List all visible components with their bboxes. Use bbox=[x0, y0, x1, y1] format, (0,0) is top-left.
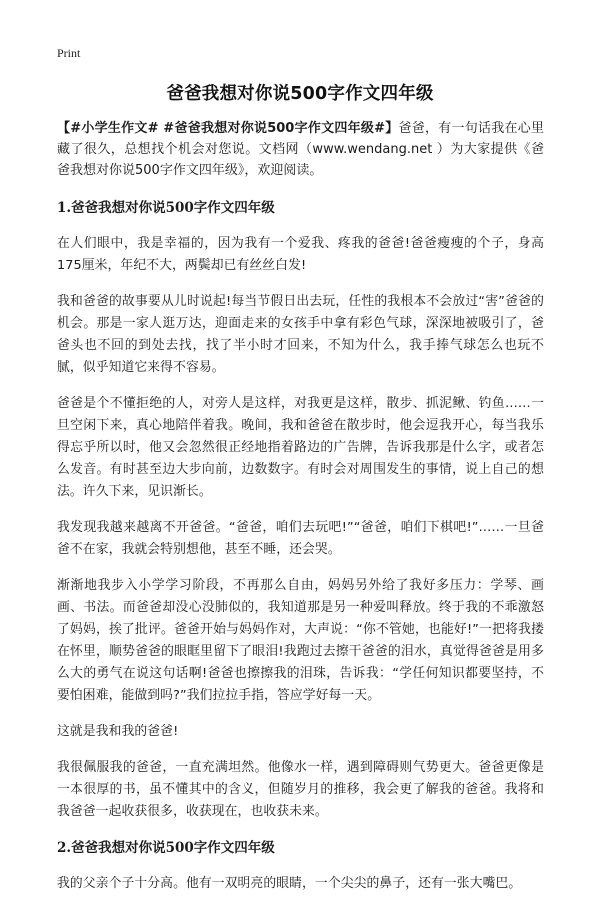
section-heading: 2.爸爸我想对你说500字作文四年级 bbox=[57, 840, 275, 856]
page-title: 爸爸我想对你说500字作文四年级 bbox=[166, 84, 434, 104]
intro-tag: 【#小学生作文# #爸爸我想对你说500字作文四年级#】 bbox=[57, 121, 399, 136]
paragraph: 我的父亲个子十分高。他有一双明亮的眼睛，一个尖尖的鼻子，还有一张大嘴巴。 bbox=[57, 876, 522, 891]
paragraph: 这就是我和我的爸爸! bbox=[57, 724, 179, 739]
article-body bbox=[57, 118, 544, 909]
paragraph: 我发现我越来越离不开爸爸。“爸爸，咱们去玩吧!”“爸爸，咱们下棋吧!”……一旦爸爸不在家，我就会特别想他，甚至不睡，还会哭。 bbox=[57, 520, 544, 557]
paragraph: 我和爸爸的故事要从儿时说起!每当节假日出去玩，任性的我根本不会放过“害”爸爸的机会。那是一家人逛万达，迎面走来的女孩手中拿有彩色气球，深深地被吸引了，爸爸头也不回的到处去找，找了半小时才回来，不知为什么，我手捧气球怎么也玩不腻，似乎知道它来得不容易。 bbox=[57, 294, 544, 375]
paragraph: 爸爸是个不懂拒绝的人，对旁人是这样，对我更是这样，散步、抓泥鳅、钓鱼……一旦空闲下来，真心地陪伴着我。晚间，我和爸爸在散步时，他会逗我开心，每当我乐得忘乎所以时，他又会忽然很正经地指着路边的广告牌，告诉我那是什么字，或者怎么发音。有时甚至边大步向前，边数数字。有时会对周围发生的事情，说上自己的想法。许久下来，见识渐长。 bbox=[57, 396, 544, 499]
paragraph: 在人们眼中，我是幸福的，因为我有一个爱我、疼我的爸爸!爸爸瘦瘦的个子，身高175厘米，年纪不大，两鬓却已有丝丝白发! bbox=[57, 236, 544, 273]
intro-text: 爸爸，有一句话我在心里藏了很久，总想找个机会对您说。文档网（www.wendang.net ）为大家提供《爸爸我想对你说500字作文四年级》，欢迎阅读。 bbox=[57, 121, 544, 178]
section-heading: 1.爸爸我想对你说500字作文四年级 bbox=[57, 200, 275, 216]
print-link[interactable]: Print bbox=[57, 46, 81, 60]
intro-paragraph bbox=[57, 118, 544, 181]
paragraph: 渐渐地我步入小学学习阶段，不再那么自由，妈妈另外给了我好多压力：学琴、画画、书法。而爸爸却没心没肺似的，我知道那是另一种爱叫释放。终于我的不乖激怒了妈妈，挨了批评。爸爸开始与妈妈作对，大声说：“你不管她，也能好!”一把将我搂在怀里，顺势爸爸的眼眶里留下了眼泪!我跑过去擦干爸爸的泪水，真觉得爸爸是用多么大的勇气在说这句话啊!爸爸也擦擦我的泪珠，告诉我：“学任何知识都要坚持，不要怕困难，能做到吗?”我们拉拉手指，答应学好每一天。 bbox=[57, 578, 544, 703]
paragraph: 我很佩服我的爸爸，一直充满坦然。他像水一样，遇到障碍则气势更大。爸爸更像是一本很厚的书，虽不懂其中的含义，但随岁月的推移，我会更了解我的爸爸。我将和我爸爸一起收获很多，收获现在，也收获未来。 bbox=[57, 760, 544, 819]
